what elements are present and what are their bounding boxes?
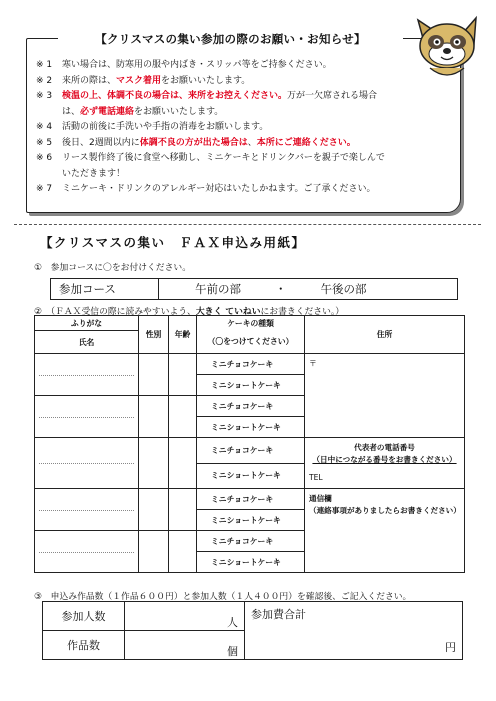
notice-item-number: ※ 1	[36, 60, 53, 70]
cake-type-header: ケーキの種類	[197, 316, 305, 331]
name-cell-3[interactable]	[35, 438, 139, 489]
notice-text: 万が一欠席される場合	[287, 91, 378, 101]
notice-title: 【クリスマスの集い参加の際のお願い・お知らせ】	[58, 28, 403, 50]
notice-text: 寒い場合は、防寒用の服や内ばき・スリッパ等をご持参ください。	[62, 60, 332, 70]
address-header: 住所	[305, 316, 465, 354]
instruction-2-post: にお書きください。）	[260, 307, 345, 317]
notice-item-text	[62, 151, 385, 167]
name-cell-1[interactable]	[35, 354, 139, 396]
form-title: 【クリスマスの集い ＦＡＸ申込み用紙】	[40, 235, 306, 250]
phone-cell[interactable]	[305, 438, 465, 489]
participants-input[interactable]	[125, 602, 245, 631]
cake-short-4[interactable]: ミニショートケーキ	[197, 510, 305, 531]
course-morning[interactable]: 午前の部	[195, 282, 241, 296]
participants-label: 参加人数	[43, 602, 125, 631]
notice-item-text	[62, 58, 332, 74]
cake-short-1[interactable]: ミニショートケーキ	[197, 375, 305, 396]
gender-cell-5[interactable]	[139, 531, 169, 573]
age-cell-5[interactable]	[169, 531, 197, 573]
application-table	[34, 315, 465, 573]
notice-emphasis: 本所にご連絡ください。	[256, 137, 356, 148]
notice-text: をお願いいたします。	[134, 106, 224, 117]
postal-mark: 〒	[309, 359, 317, 368]
notice-item-number: ※ 3	[36, 91, 53, 101]
phone-note: （日中につながる番号をお書きください）	[312, 455, 457, 464]
cake-choco-5[interactable]: ミニチョコケーキ	[197, 531, 305, 552]
notice-item-text	[62, 120, 268, 136]
gender-cell-2[interactable]	[139, 396, 169, 438]
age-header: 年齢	[169, 316, 197, 354]
name-header: 氏名	[35, 331, 139, 354]
notice-item-number: ※ 7	[36, 184, 53, 194]
total-fee-cell[interactable]	[245, 602, 463, 660]
age-cell-3[interactable]	[169, 438, 197, 489]
address-cell[interactable]	[305, 354, 465, 438]
instruction-2-pre: ② （ＦＡＸ受信の際に読みやすいよう、	[34, 307, 196, 317]
age-cell-4[interactable]	[169, 489, 197, 531]
cake-choco-4[interactable]: ミニチョコケーキ	[197, 489, 305, 510]
notice-list	[36, 58, 456, 198]
name-cell-4[interactable]	[35, 489, 139, 531]
notice-item-text	[62, 182, 376, 198]
notice-item-text	[62, 74, 250, 90]
notice-text: ミニケーキ・ドリンクのアレルギー対応はいたしかねます。ご了承ください。	[62, 184, 376, 194]
cake-short-5[interactable]: ミニショートケーキ	[197, 552, 305, 573]
gender-cell-3[interactable]	[139, 438, 169, 489]
notice-item-text	[62, 136, 356, 152]
comment-note: （連絡事項がありましたらお書きください）	[309, 506, 461, 515]
notice-item	[36, 120, 456, 136]
tel-label: TEL	[309, 473, 323, 482]
age-cell-2[interactable]	[169, 396, 197, 438]
notice-text: リース製作終了後に食堂へ移動し、ミニケーキとドリンクバーを親子で楽しんで	[62, 153, 385, 163]
notice-item	[36, 89, 456, 105]
notice-text: をお願いいたします。	[161, 75, 251, 86]
notice-emphasis: 体調不良の方が出た場合は	[139, 137, 248, 148]
notice-item-number: ※ 2	[36, 75, 53, 86]
notice-item-number	[36, 167, 62, 183]
name-cell-5[interactable]	[35, 531, 139, 573]
cake-choco-2[interactable]: ミニチョコケーキ	[197, 396, 305, 417]
total-unit: 円	[445, 641, 456, 654]
notice-emphasis: 検温の上、体調不良の場合は、来所をお控えください。	[62, 91, 288, 101]
notice-emphasis: マスク着用	[116, 75, 162, 86]
gender-cell-4[interactable]	[139, 489, 169, 531]
notice-item	[36, 136, 456, 152]
works-unit: 個	[227, 645, 238, 658]
notice-item	[36, 182, 456, 198]
participants-unit: 人	[227, 616, 238, 629]
notice-item-text	[62, 167, 125, 183]
cake-note-header: （〇をつけてください）	[197, 331, 305, 354]
course-label: 参加コース	[51, 279, 159, 299]
separator	[14, 224, 481, 225]
notice-text: 活動の前後に手洗いや手指の消毒をお願いします。	[62, 122, 269, 132]
notice-text: いただきます！	[62, 168, 126, 179]
phone-title: 代表者の電話番号	[354, 443, 415, 452]
age-cell-1[interactable]	[169, 354, 197, 396]
name-cell-2[interactable]	[35, 396, 139, 438]
cake-choco-3[interactable]: ミニチョコケーキ	[197, 438, 305, 464]
notice-item-number: ※ 5	[36, 137, 53, 148]
cake-short-3[interactable]: ミニショートケーキ	[197, 463, 305, 489]
notice-text: 、	[247, 137, 257, 148]
course-afternoon[interactable]: 午後の部	[320, 282, 367, 296]
comment-title: 通信欄	[309, 494, 332, 503]
cake-choco-1[interactable]: ミニチョコケーキ	[197, 354, 305, 375]
notice-emphasis: 必ず電話連絡	[80, 106, 135, 117]
instruction-1: ① 参加コースに〇をお付けください。	[34, 263, 191, 273]
comment-cell[interactable]	[305, 489, 465, 573]
notice-text: 来所の際は、	[62, 75, 117, 86]
notice-text: 後日、2週間以内に	[62, 137, 140, 148]
notice-item-text	[62, 105, 223, 121]
notice-item-text	[62, 89, 377, 105]
notice-item	[36, 74, 456, 90]
notice-text: は、	[62, 106, 81, 117]
works-label: 作品数	[43, 631, 125, 660]
instruction-3: ③ 申込み作品数（１作品６００円）と参加人数（１人４００円）を確認後、ご記入ください。	[34, 592, 412, 602]
course-selector	[50, 278, 458, 300]
notice-item	[36, 167, 456, 183]
gender-cell-1[interactable]	[139, 354, 169, 396]
notice-item	[36, 151, 456, 167]
gender-header: 性別	[139, 316, 169, 354]
furigana-header: ふりがな	[35, 316, 139, 331]
total-label: 参加費合計	[251, 608, 306, 621]
raccoon-mascot-icon	[412, 12, 482, 84]
notice-item-number: ※ 4	[36, 122, 53, 132]
notice-item	[36, 58, 456, 74]
cake-short-2[interactable]: ミニショートケーキ	[197, 417, 305, 438]
fee-table	[42, 601, 463, 660]
works-input[interactable]	[125, 631, 245, 660]
instruction-2-bold: 大きく ていねい	[195, 307, 261, 317]
notice-item	[36, 105, 456, 121]
course-separator: ・	[275, 282, 287, 296]
notice-item-number: ※ 6	[36, 153, 53, 163]
notice-item-number	[36, 105, 62, 121]
